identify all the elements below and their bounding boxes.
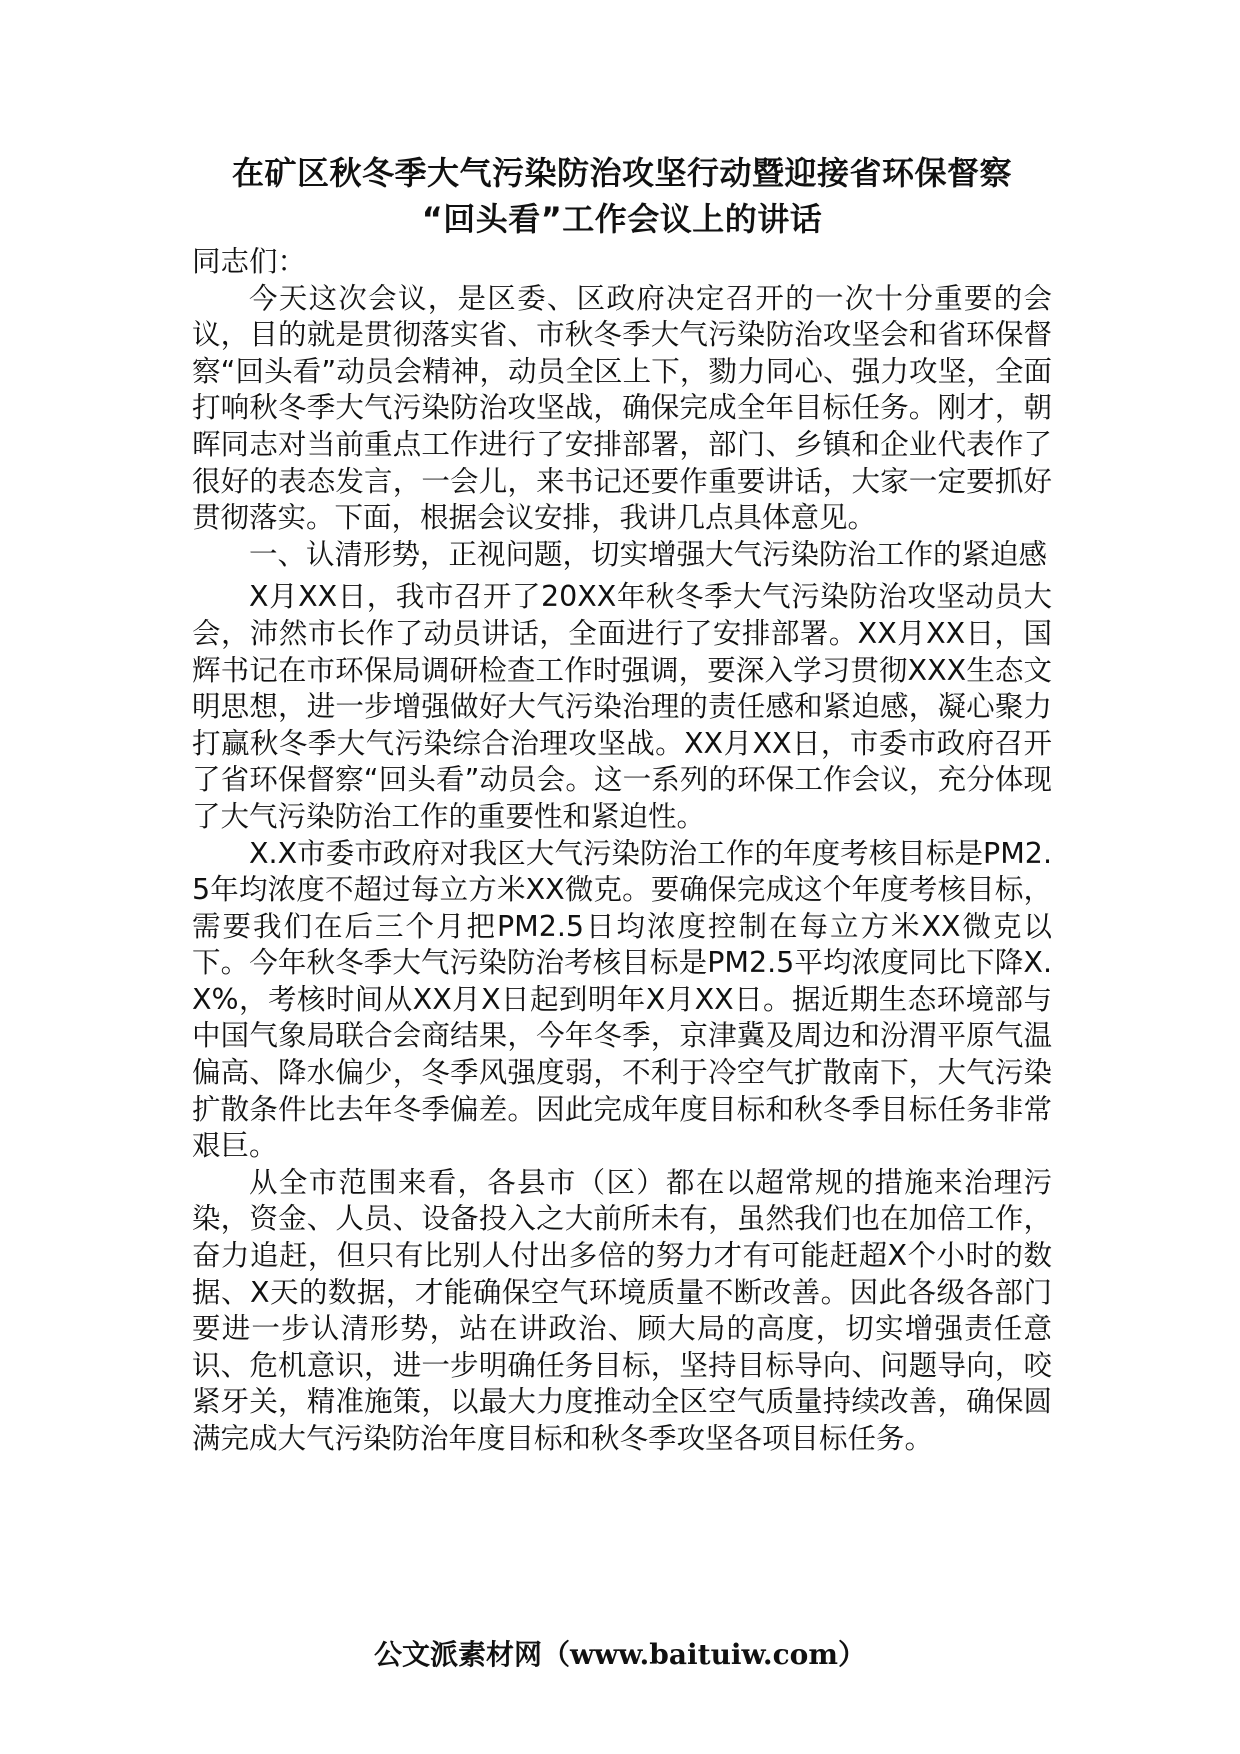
section-1-paragraph-3: 从全市范围来看，各县市（区）都在以超常规的措施来治理污染，资金、人员、设备投入之大前所未有，虽然我们也在加倍工作，奋力追赶，但只有比别人付出多倍的努力才有可能赶超X个小时的数据、X天的数据，才能确保空气环境质量不断改善。因此各级各部门要进一步认清形势，站在讲政治、顾大局的高度，切实增强责任意识、危机意识，进一步明确任务目标，坚持目标导向、问题导向，咬紧牙关，精准施策，以最大力度推动全区空气质量持续改善，确保圆满完成大气污染防治年度目标和秋冬季攻坚各项目标任务。	[192, 1165, 1052, 1455]
section-1-paragraph-2: X.X市委市政府对我区大气污染防治工作的年度考核目标是PM2.5年均浓度不超过每立方米XX微克。要确保完成这个年度考核目标，需要我们在后三个月把PM2.5日均浓度控制在每立方米XX微克以下。今年秋冬季大气污染防治考核目标是PM2.5平均浓度同比下降X.X%，考核时间从XX月X日起到明年X月XX日。据近期生态环境部与中国气象局联合会商结果，今年冬季，京津冀及周边和汾渭平原气温偏高、降水偏少，冬季风强度弱，不利于冷空气扩散南下，大气污染扩散条件比去年冬季偏差。因此完成年度目标和秋冬季目标任务非常艰巨。	[192, 836, 1052, 1163]
document-page	[192, 150, 1052, 1458]
document-title	[192, 150, 1052, 242]
section-1-heading: 一、认清形势，正视问题，切实增强大气污染防治工作的紧迫感	[249, 537, 1048, 571]
footer-watermark: 公文派素材网（www.baituiw.com）	[374, 1638, 866, 1671]
title-line-2: “回头看”工作会议上的讲话	[421, 200, 823, 238]
section-1-paragraph-1: X月XX日，我市召开了20XX年秋冬季大气污染防治攻坚动员大会，沛然市长作了动员讲话，全面进行了安排部署。XX月XX日，国辉书记在市环保局调研检查工作时强调，要深入学习贯彻XXX生态文明思想，进一步增强做好大气污染治理的责任感和紧迫感，凝心聚力打赢秋冬季大气污染综合治理攻坚战。XX月XX日，市委市政府召开了省环保督察“回头看”动员会。这一系列的环保工作会议，充分体现了大气污染防治工作的重要性和紧迫性。	[192, 580, 1052, 833]
title-line-1: 在矿区秋冬季大气污染防治攻坚行动暨迎接省环保督察	[231, 154, 1012, 192]
opening-paragraph: 今天这次会议，是区委、区政府决定召开的一次十分重要的会议，目的就是贯彻落实省、市秋冬季大气污染防治攻坚会和省环保督察“回头看”动员会精神，动员全区上下，勠力同心、强力攻坚，全面打响秋冬季大气污染防治攻坚战，确保完成全年目标任务。刚才，朝晖同志对当前重点工作进行了安排部署，部门、乡镇和企业代表作了很好的表态发言，一会儿，来书记还要作重要讲话，大家一定要抓好贯彻落实。下面，根据会议安排，我讲几点具体意见。	[192, 281, 1052, 535]
salutation: 同志们：	[192, 245, 307, 278]
document-body	[192, 244, 1052, 1458]
